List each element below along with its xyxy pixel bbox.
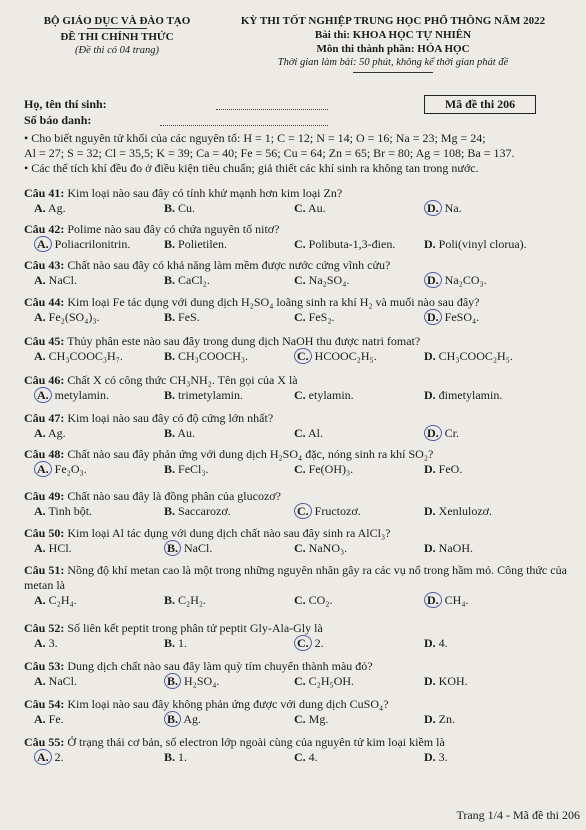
question-stem [24, 563, 572, 593]
option-letter: C. [294, 237, 306, 251]
option-text: 3. [45, 636, 58, 650]
option-letter: A. [34, 541, 46, 555]
candidate-name-field[interactable] [216, 99, 328, 110]
answer-option[interactable] [164, 462, 209, 477]
option-text: CH₃COOCH₃. [175, 349, 249, 363]
option-text: Polietilen. [175, 237, 228, 251]
question-stem [24, 295, 572, 310]
option-text: C₂H₄. [45, 593, 77, 607]
option-letter: A. [34, 426, 46, 440]
question-number: Câu 44: [24, 295, 65, 309]
answer-option[interactable] [424, 504, 492, 519]
option-text: NaCl. [45, 273, 78, 287]
candidate-id-label: Số báo danh: [24, 113, 92, 127]
question-stem [24, 526, 572, 541]
answer-option[interactable] [34, 426, 66, 441]
option-letter: A. [34, 504, 46, 518]
answer-options [24, 388, 572, 404]
option-letter: C. [294, 593, 306, 607]
question-49 [24, 489, 572, 520]
answer-option[interactable] [294, 388, 354, 403]
question-number: Câu 50: [24, 526, 65, 540]
time-note: Thời gian làm bài: 50 phút, không kể thời gian phát đề [277, 57, 509, 68]
answer-option[interactable] [424, 237, 527, 252]
option-text: Xenlulozơ. [435, 504, 493, 518]
exam-title: KỲ THI TỐT NGHIỆP TRUNG HỌC PHỔ THÔNG NĂM 2022 [240, 15, 546, 27]
option-letter: A. [34, 712, 46, 726]
question-stem [24, 735, 572, 750]
option-letter: B. [164, 349, 176, 363]
option-letter: C. [294, 712, 306, 726]
question-number: Câu 43: [24, 258, 65, 272]
question-52 [24, 621, 572, 652]
option-text: CaCl₂. [175, 273, 210, 287]
option-letter: A. [34, 387, 52, 403]
answer-option[interactable] [424, 388, 502, 403]
answer-option[interactable] [424, 674, 468, 689]
answer-option[interactable] [294, 310, 335, 325]
option-text: Tinh bột. [45, 504, 93, 518]
answer-option[interactable] [294, 237, 395, 252]
answer-option[interactable] [34, 593, 77, 608]
answer-options [24, 750, 572, 766]
option-letter: C. [294, 310, 306, 324]
option-letter: B. [164, 462, 176, 476]
header-right [218, 14, 568, 73]
answer-option[interactable] [294, 504, 361, 519]
option-letter: B. [164, 504, 176, 518]
question-text: Kim loại Al tác dụng với dung dịch chất nào sau đây sinh ra AlCl₃? [64, 526, 391, 540]
option-letter: D. [424, 388, 436, 402]
option-letter: B. [164, 711, 181, 727]
option-letter: A. [34, 273, 46, 287]
question-41 [24, 186, 572, 217]
answer-option[interactable] [424, 636, 448, 651]
answer-option[interactable] [34, 273, 77, 288]
option-text: Au. [175, 426, 196, 440]
option-letter: B. [164, 636, 176, 650]
question-text: Chất X có công thức CH₃NH₂. Tên gọi của X là [64, 373, 298, 387]
question-stem [24, 489, 572, 504]
question-stem [24, 222, 572, 237]
official-label: ĐỀ THI CHÍNH THỨC [60, 31, 174, 43]
header-underline [353, 72, 433, 73]
question-number: Câu 45: [24, 334, 65, 348]
answer-options [24, 674, 572, 690]
option-text: 1. [175, 636, 188, 650]
question-47 [24, 411, 572, 442]
answer-options [24, 201, 572, 217]
question-48 [24, 447, 572, 478]
answer-options [24, 541, 572, 557]
option-letter: C. [294, 750, 306, 764]
answer-option[interactable] [34, 541, 72, 556]
question-text: Số liên kết peptit trong phân tử peptit Gly-Ala-Gly là [64, 621, 323, 635]
candidate-block [24, 96, 107, 128]
question-stem [24, 186, 572, 201]
option-text: Ag. [45, 426, 66, 440]
answer-option[interactable] [164, 712, 201, 727]
option-text: Au. [305, 201, 326, 215]
header-left [22, 14, 212, 58]
option-text: H₂SO₄. [181, 674, 220, 688]
option-text: CH₃COOC₃H₇. [45, 349, 123, 363]
answer-option[interactable] [164, 674, 219, 689]
question-text: Kim loại Fe tác dụng với dung dịch H₂SO₄ loãng sinh ra khí H₂ và muối nào sau đây? [64, 295, 480, 309]
option-text: 1. [175, 750, 188, 764]
option-text: CH₄. [441, 593, 469, 607]
answer-option[interactable] [294, 273, 349, 288]
option-text: Ag. [181, 712, 202, 726]
option-letter: D. [424, 504, 436, 518]
atomic-mass-line-2: Al = 27; S = 32; Cl = 35,5; K = 39; Ca = 40; Fe = 56; Cu = 64; Zn = 65; Br = 80; Ag = 108; Ba = 137. [24, 146, 515, 160]
answer-option[interactable] [164, 388, 243, 403]
question-number: Câu 54: [24, 697, 65, 711]
question-stem [24, 411, 572, 426]
option-text: NaNO₃. [305, 541, 348, 555]
exam-code-box: Mã đề thi 206 [424, 95, 536, 114]
question-50 [24, 526, 572, 557]
ministry-underline [87, 28, 147, 29]
option-text: Polibuta-1,3-đien. [305, 237, 396, 251]
option-letter: A. [34, 461, 52, 477]
question-text: Kim loại nào sau đây không phản ứng được với dung dịch CuSO₄? [64, 697, 389, 711]
question-stem [24, 373, 572, 388]
page-footer: Trang 1/4 - Mã đề thi 206 [456, 808, 580, 822]
option-text: Zn. [435, 712, 456, 726]
answer-option[interactable] [424, 712, 455, 727]
question-stem [24, 659, 572, 674]
option-letter: D. [424, 674, 436, 688]
answer-option[interactable] [164, 541, 212, 556]
answer-options [24, 593, 572, 609]
option-text: 3. [435, 750, 448, 764]
answer-option[interactable] [34, 712, 64, 727]
option-text: Fructozơ. [311, 504, 361, 518]
option-letter: A. [34, 310, 46, 324]
option-text: Poliacrilonitrin. [51, 237, 131, 251]
question-text: Chất nào sau đây có khả năng làm mềm được nước cứng vĩnh cửu? [64, 258, 391, 272]
option-text: Na₂CO₃. [441, 273, 487, 287]
answer-option[interactable] [164, 750, 187, 765]
question-stem [24, 447, 572, 462]
question-number: Câu 41: [24, 186, 65, 200]
answer-options [24, 462, 572, 478]
question-stem [24, 697, 572, 712]
question-stem [24, 621, 572, 636]
question-text: Dung dịch chất nào sau đây làm quỳ tím chuyển thành màu đỏ? [64, 659, 373, 673]
answer-option[interactable] [34, 237, 130, 252]
answer-option[interactable] [34, 504, 92, 519]
option-text: NaCl. [181, 541, 213, 555]
answer-option[interactable] [34, 636, 58, 651]
question-number: Câu 42: [24, 222, 65, 236]
option-letter: B. [164, 310, 176, 324]
option-letter: B. [164, 426, 176, 440]
option-text: 2. [311, 636, 324, 650]
candidate-id-field[interactable] [160, 115, 328, 126]
option-text: Fe₂(SO₄)₃. [45, 310, 100, 324]
option-text: Ag. [45, 201, 66, 215]
question-text: Ở trạng thái cơ bản, số electron lớp ngoài cùng của nguyên tử kim loại kiềm là [64, 735, 445, 749]
option-letter: B. [164, 593, 176, 607]
answer-options [24, 504, 572, 520]
answer-option[interactable] [34, 349, 123, 364]
option-letter: B. [164, 388, 176, 402]
question-53 [24, 659, 572, 690]
answer-option[interactable] [424, 462, 462, 477]
answer-option[interactable] [164, 504, 231, 519]
option-text: Al. [305, 426, 324, 440]
answer-option[interactable] [294, 712, 328, 727]
question-text: Chất nào sau đây phản ứng với dung dịch H₂SO₄ đặc, nóng sinh ra khí SO₂? [64, 447, 434, 461]
option-text: FeSO₄. [441, 310, 480, 324]
answer-option[interactable] [294, 541, 347, 556]
answer-option[interactable] [34, 750, 64, 765]
answer-option[interactable] [424, 310, 479, 325]
option-text: NaCl. [45, 674, 78, 688]
option-letter: A. [34, 636, 46, 650]
option-text: KOH. [435, 674, 468, 688]
option-letter: A. [34, 674, 46, 688]
answer-options [24, 310, 572, 326]
option-text: FeCl₃. [175, 462, 209, 476]
answer-option[interactable] [34, 674, 77, 689]
option-text: NaOH. [435, 541, 473, 555]
answer-option[interactable] [34, 462, 87, 477]
option-text: đimetylamin. [435, 388, 503, 402]
answer-option[interactable] [164, 426, 195, 441]
option-letter: D. [424, 541, 436, 555]
option-letter: C. [294, 388, 306, 402]
option-letter: C. [294, 674, 306, 688]
option-text: Saccarozơ. [175, 504, 231, 518]
question-text: Kim loại nào sau đây có tính khử mạnh hơn kim loại Zn? [64, 186, 343, 200]
option-letter: A. [34, 593, 46, 607]
answer-option[interactable] [294, 349, 377, 364]
answer-option[interactable] [164, 593, 206, 608]
option-letter: A. [34, 749, 52, 765]
answer-options [24, 273, 572, 289]
question-text: Kim loại nào sau đây có độ cứng lớn nhất? [64, 411, 274, 425]
question-text: Thủy phân este nào sau đây trong dung dịch NaOH thu được natri fomat? [64, 334, 421, 348]
option-text: Na₂SO₄. [305, 273, 350, 287]
pages-note: (Đề thi có 04 trang) [75, 45, 159, 56]
conditions-line: • Các thể tích khí đều đo ở điều kiện tiêu chuẩn; giả thiết các khí sinh ra không tan trong nước. [24, 161, 479, 175]
question-number: Câu 48: [24, 447, 65, 461]
answer-option[interactable] [164, 310, 200, 325]
question-stem [24, 334, 572, 349]
option-letter: C. [294, 426, 306, 440]
answer-options [24, 349, 572, 365]
answer-option[interactable] [164, 273, 210, 288]
option-text: CH₃COOC₂H₅. [435, 349, 513, 363]
option-letter: D. [424, 200, 442, 216]
question-number: Câu 53: [24, 659, 65, 673]
answer-option[interactable] [294, 462, 353, 477]
option-letter: D. [424, 592, 442, 608]
option-letter: A. [34, 201, 46, 215]
option-text: FeS. [175, 310, 200, 324]
option-text: HCl. [45, 541, 72, 555]
question-45 [24, 334, 572, 365]
question-number: Câu 55: [24, 735, 65, 749]
question-number: Câu 46: [24, 373, 65, 387]
question-text: Chất nào sau đây là đồng phân của glucozơ? [64, 489, 281, 503]
option-text: Fe. [45, 712, 64, 726]
question-43 [24, 258, 572, 289]
answer-option[interactable] [424, 349, 513, 364]
exam-component: Môn thi thành phần: HÓA HỌC [316, 43, 470, 55]
option-letter: D. [424, 712, 436, 726]
option-text: HCOOC₂H₅. [311, 349, 377, 363]
question-54 [24, 697, 572, 728]
answer-option[interactable] [424, 750, 448, 765]
option-letter: A. [34, 349, 46, 363]
question-46 [24, 373, 572, 404]
option-letter: C. [294, 273, 306, 287]
option-letter: A. [34, 236, 52, 252]
candidate-name-label: Họ, tên thí sinh: [24, 97, 107, 111]
question-number: Câu 51: [24, 563, 65, 577]
option-text: C₂H₂. [175, 593, 207, 607]
option-letter: D. [424, 237, 436, 251]
option-letter: C. [294, 201, 306, 215]
info-block [24, 131, 564, 176]
option-text: Na. [441, 201, 462, 215]
option-letter: D. [424, 462, 436, 476]
option-text: 2. [51, 750, 64, 764]
atomic-mass-line-1: • Cho biết nguyên tử khối của các nguyên tố: H = 1; C = 12; N = 14; O = 16; Na = 23; Mg = 24; [24, 131, 486, 145]
option-letter: B. [164, 273, 176, 287]
question-number: Câu 52: [24, 621, 65, 635]
option-letter: D. [424, 349, 436, 363]
option-text: FeO. [435, 462, 463, 476]
answer-options [24, 712, 572, 728]
answer-options [24, 636, 572, 652]
option-text: 4. [435, 636, 448, 650]
option-text: C₂H₅OH. [305, 674, 355, 688]
option-letter: B. [164, 540, 181, 556]
option-text: trimetylamin. [175, 388, 244, 402]
answer-option[interactable] [164, 237, 227, 252]
answer-option[interactable] [294, 636, 324, 651]
answer-option[interactable] [294, 750, 318, 765]
exam-subject: Bài thi: KHOA HỌC TỰ NHIÊN [314, 29, 472, 41]
answer-options [24, 426, 572, 442]
option-text: 4. [305, 750, 318, 764]
option-letter: D. [424, 425, 442, 441]
option-text: Cr. [441, 426, 460, 440]
question-42 [24, 222, 572, 253]
answer-option[interactable] [294, 201, 326, 216]
option-letter: C. [294, 503, 312, 519]
option-letter: C. [294, 462, 306, 476]
answer-option[interactable] [424, 426, 459, 441]
question-text: Nồng độ khí metan cao là một trong những nguyên nhân gây ra các vụ nổ trong hầm mỏ. Công thức của metan là [24, 563, 567, 592]
answer-option[interactable] [34, 388, 109, 403]
answer-option[interactable] [294, 674, 354, 689]
answer-option[interactable] [164, 349, 248, 364]
option-text: CO₂. [305, 593, 333, 607]
option-letter: C. [294, 635, 312, 651]
question-stem [24, 258, 572, 273]
question-55 [24, 735, 572, 766]
answer-option[interactable] [164, 636, 187, 651]
answer-option[interactable] [164, 201, 195, 216]
answer-options [24, 237, 572, 253]
option-text: metylamin. [51, 388, 109, 402]
answer-option[interactable] [424, 541, 473, 556]
question-text: Polime nào sau đây có chứa nguyên tố nitơ? [64, 222, 280, 236]
option-letter: B. [164, 237, 176, 251]
option-letter: D. [424, 309, 442, 325]
answer-option[interactable] [34, 310, 100, 325]
option-letter: B. [164, 673, 181, 689]
answer-option[interactable] [34, 201, 66, 216]
option-letter: D. [424, 272, 442, 288]
option-text: etylamin. [305, 388, 354, 402]
option-text: Fe(OH)₃. [305, 462, 354, 476]
option-letter: C. [294, 541, 306, 555]
answer-option[interactable] [424, 201, 462, 216]
option-text: Cu. [175, 201, 196, 215]
question-number: Câu 47: [24, 411, 65, 425]
option-letter: B. [164, 201, 176, 215]
option-text: Mg. [305, 712, 329, 726]
option-letter: B. [164, 750, 176, 764]
ministry-name: BỘ GIÁO DỤC VÀ ĐÀO TẠO [43, 15, 191, 27]
option-text: FeS₂. [305, 310, 335, 324]
answer-option[interactable] [294, 426, 323, 441]
answer-option[interactable] [424, 273, 487, 288]
option-text: Fe₂O₃. [51, 462, 87, 476]
option-letter: D. [424, 636, 436, 650]
question-number: Câu 49: [24, 489, 65, 503]
option-letter: C. [294, 348, 312, 364]
answer-option[interactable] [424, 593, 469, 608]
question-44 [24, 295, 572, 326]
option-text: Poli(vinyl clorua). [435, 237, 527, 251]
option-letter: D. [424, 750, 436, 764]
question-51 [24, 563, 572, 609]
answer-option[interactable] [294, 593, 333, 608]
